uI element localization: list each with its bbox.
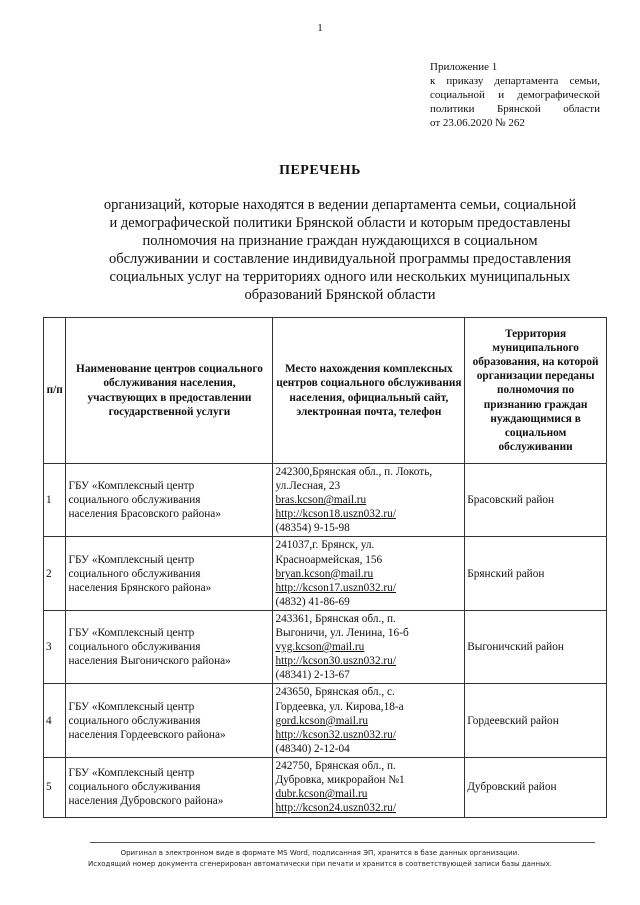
row-name	[66, 610, 273, 683]
document-subtitle	[80, 196, 600, 304]
name-line: населения Дубровского района»	[68, 795, 224, 808]
table-row	[44, 757, 607, 817]
row-num: 4	[44, 684, 66, 757]
appendix-line: политики Брянской области	[430, 103, 600, 115]
website-link[interactable]: http://kcson24.uszn032.ru/	[275, 802, 396, 815]
footer-line-1: Оригинал в электронном виде в формате MS Word, подписанная ЭП, хранится в базе данных организации.	[120, 849, 520, 857]
appendix-line: от 23.06.2020 № 262	[430, 117, 525, 129]
email-link[interactable]: gord.kcson@mail.ru	[275, 714, 369, 727]
row-location	[273, 610, 465, 683]
phone: (48340) 2-12-04	[275, 742, 350, 755]
name-line: населения Выгоничского района»	[68, 655, 231, 668]
row-location	[273, 537, 465, 610]
row-num: 1	[44, 464, 66, 537]
name-line: ГБУ «Комплексный центр	[68, 627, 195, 640]
address-line: Дубровка, микрорайон №1	[275, 774, 405, 787]
row-name	[66, 464, 273, 537]
appendix-line: социальной и демографической	[430, 89, 600, 101]
row-location	[273, 684, 465, 757]
header-territory: Территория муниципального образования, на которой организации переданы полномочия по признанию граждан нуждающимися в социальном обслуживании	[465, 318, 607, 464]
appendix-line: Приложение 1	[430, 61, 498, 73]
table-row	[44, 464, 607, 537]
footer-line-2: Исходящий номер документа сгенерирован автоматически при печати и хранится в соответствующей записи базы данных.	[88, 860, 552, 868]
name-line: населения Гордеевского района»	[68, 728, 226, 741]
phone: (48341) 2-13-67	[275, 669, 350, 682]
table-header-row	[44, 318, 607, 464]
address-line: Выгоничи, ул. Ленина, 16-б	[275, 627, 409, 640]
website-link[interactable]: http://kcson32.uszn032.ru/	[275, 728, 396, 741]
name-line: социального обслуживания	[68, 494, 201, 507]
header-location: Место нахождения комплексных центров социального обслуживания населения, официальный сайт, электронная почта, телефон	[273, 318, 465, 464]
phone: (4832) 41-86-69	[275, 595, 350, 608]
name-line: социального обслуживания	[68, 567, 201, 580]
website-link[interactable]: http://kcson17.uszn032.ru/	[275, 581, 396, 594]
subtitle-line: образований Брянской области	[244, 287, 436, 303]
row-num: 5	[44, 757, 66, 817]
organizations-table	[43, 317, 607, 818]
email-link[interactable]: vyg.kcson@mail.ru	[275, 641, 365, 654]
phone: (48354) 9-15-98	[275, 522, 350, 535]
header-name: Наименование центров социального обслуживания населения, участвующих в предоставлении государственной услуги	[66, 318, 273, 464]
header-num: п/п	[44, 318, 66, 464]
website-link[interactable]: http://kcson18.uszn032.ru/	[275, 508, 396, 521]
footer	[0, 848, 640, 870]
appendix-line: к приказу департамента семьи,	[430, 75, 600, 87]
name-line: социального обслуживания	[68, 641, 201, 654]
name-line: ГБУ «Комплексный центр	[68, 700, 195, 713]
website-link[interactable]: http://kcson30.uszn032.ru/	[275, 655, 396, 668]
name-line: населения Брянского района»	[68, 581, 212, 594]
table-row	[44, 684, 607, 757]
row-name	[66, 757, 273, 817]
address-line: 241037,г. Брянск, ул.	[275, 539, 375, 552]
table-row	[44, 610, 607, 683]
row-name	[66, 537, 273, 610]
name-line: населения Брасовского района»	[68, 508, 221, 521]
row-num: 3	[44, 610, 66, 683]
name-line: социального обслуживания	[68, 781, 201, 794]
address-line: ул.Лесная, 23	[275, 480, 341, 493]
row-location	[273, 464, 465, 537]
row-num: 2	[44, 537, 66, 610]
appendix-block	[430, 60, 600, 130]
name-line: социального обслуживания	[68, 714, 201, 727]
email-link[interactable]: bryan.kcson@mail.ru	[275, 567, 374, 580]
subtitle-line: обслуживании и составление индивидуальной программы предоставления	[108, 251, 572, 267]
name-line: ГБУ «Комплексный центр	[68, 553, 195, 566]
row-territory: Дубровский район	[465, 757, 607, 817]
subtitle-line: социальных услуг на территориях одного или нескольких муниципальных	[109, 269, 571, 285]
page-number: 1	[317, 22, 323, 34]
address-line: 242750, Брянская обл., п.	[275, 760, 396, 773]
email-link[interactable]: dubr.kcson@mail.ru	[275, 788, 368, 801]
subtitle-line: организаций, которые находятся в ведении департамента семьи, социальной	[103, 197, 577, 213]
subtitle-line: полномочия на признание граждан нуждающихся в социальном	[142, 233, 538, 249]
address-line: 243650, Брянская обл., с.	[275, 686, 395, 699]
row-territory: Выгоничский район	[465, 610, 607, 683]
subtitle-line: и демографической политики Брянской области и которым предоставлены	[109, 215, 571, 231]
row-territory: Брасовский район	[465, 464, 607, 537]
row-territory: Брянский район	[465, 537, 607, 610]
name-line: ГБУ «Комплексный центр	[68, 767, 195, 780]
address-line: Гордеевка, ул. Кирова,18-а	[275, 700, 404, 713]
row-territory: Гордеевский район	[465, 684, 607, 757]
document-title: ПЕРЕЧЕНЬ	[279, 163, 361, 178]
row-name	[66, 684, 273, 757]
footer-divider	[90, 842, 595, 843]
name-line: ГБУ «Комплексный центр	[68, 480, 195, 493]
row-location	[273, 757, 465, 817]
address-line: 242300,Брянская обл., п. Локоть,	[275, 466, 433, 478]
table-row	[44, 537, 607, 610]
address-line: Красноармейская, 156	[275, 553, 383, 566]
email-link[interactable]: bras.kcson@mail.ru	[275, 494, 367, 507]
address-line: 243361, Брянская обл., п.	[275, 612, 396, 625]
